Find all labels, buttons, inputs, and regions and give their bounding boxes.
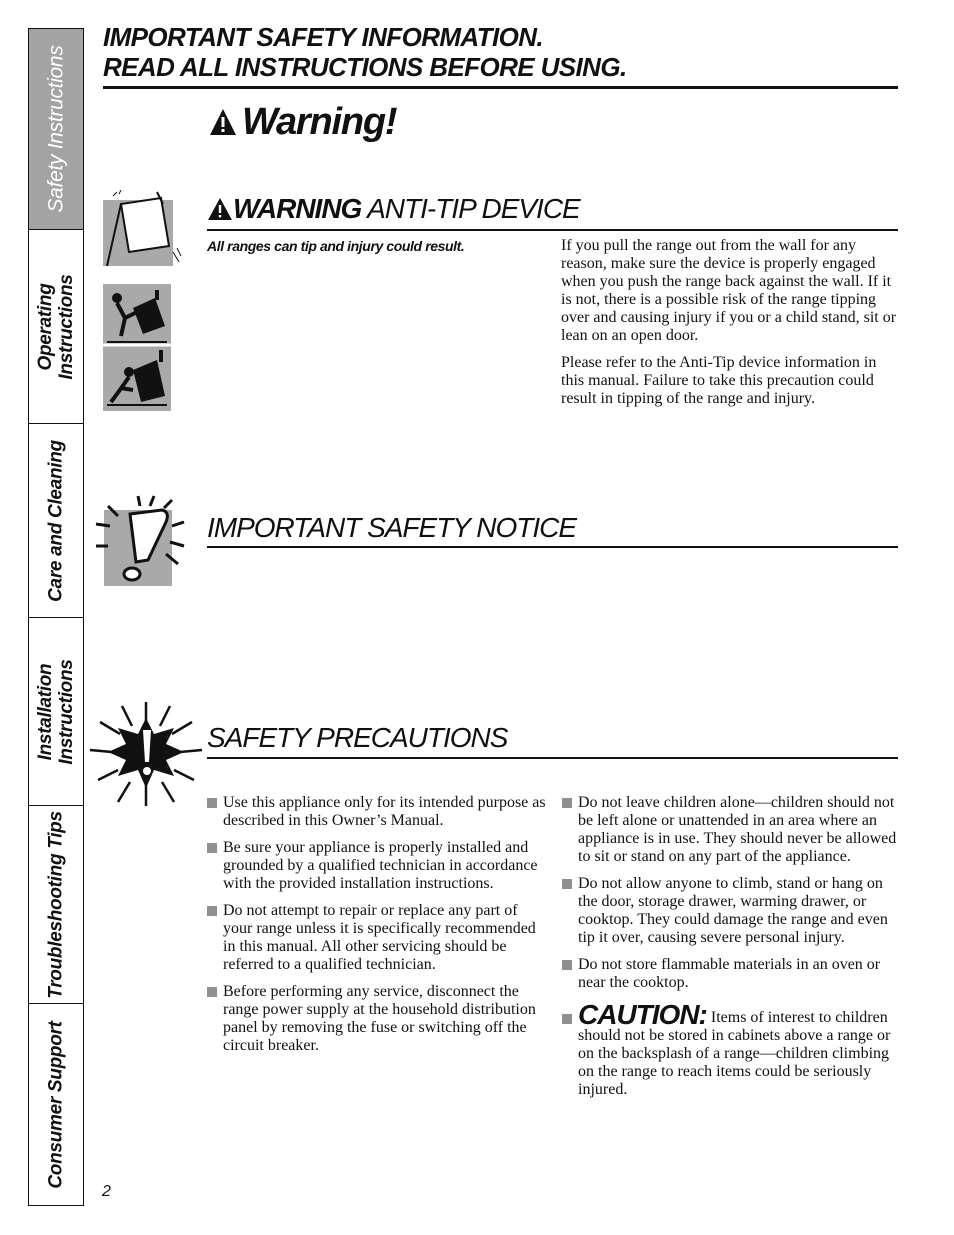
page-header (103, 22, 898, 82)
list-item: Use this appliance only for its intended purpose as described in this Owner’s Manual. (207, 794, 547, 830)
bullet-square-icon (207, 906, 217, 916)
list-item: Before performing any service, disconnect the range power supply at the household distribution panel by removing the fuse or switching off the circuit breaker. (207, 983, 547, 1055)
anti-tip-bracket-icon (103, 190, 183, 268)
big-warning-title: Warning! (242, 100, 397, 143)
caution-label: CAUTION: (578, 999, 707, 1030)
bullet-square-icon (562, 1014, 572, 1024)
big-warning (208, 100, 396, 144)
anti-tip-body (561, 237, 899, 417)
bullet-square-icon (207, 987, 217, 997)
tab-consumer-support[interactable] (29, 1004, 83, 1205)
tab-care-and-cleaning[interactable] (29, 424, 83, 618)
tab-troubleshooting-tips[interactable] (29, 806, 83, 1004)
tab-installation-instructions[interactable] (29, 618, 83, 806)
tab-consumer-support-label: Consumer Support (45, 1020, 67, 1189)
list-item: Do not store flammable materials in an oven or near the cooktop. (562, 956, 898, 992)
tab-safety-instructions[interactable] (29, 29, 83, 230)
bullet-square-icon (207, 843, 217, 853)
precautions-heading: SAFETY PRECAUTIONS (207, 722, 508, 753)
tab-operating-instructions-label: Operating Instructions (35, 273, 77, 380)
tab-troubleshooting-tips-label: Troubleshooting Tips (45, 810, 67, 999)
caution-text: Items of interest to children should not be stored in cabinets above a range or on the backsplash of a range—children climbing on the range to reach items could be seriously injured. (578, 1009, 891, 1098)
notice-heading: IMPORTANT SAFETY NOTICE (207, 512, 577, 543)
warning-triangle-icon (208, 107, 238, 137)
notice-rule (207, 546, 898, 548)
tab-installation-instructions-label: Installation Instructions (35, 658, 77, 765)
bullet-square-icon (562, 798, 572, 808)
precautions-right-list (562, 794, 898, 1108)
list-item: Do not attempt to repair or replace any part of your range unless it is specifically recommended in this manual. All other servicing should be referred to a qualified technician. (207, 902, 547, 974)
anti-tip-lead: All ranges can tip and injury could result. (207, 238, 465, 254)
precautions-rule (207, 757, 898, 759)
tab-care-and-cleaning-label: Care and Cleaning (45, 439, 67, 602)
header-rule (103, 86, 898, 89)
tab-safety-instructions-label: Safety Instructions (44, 45, 68, 213)
safety-burst-icon (88, 700, 204, 808)
page-number: 2 (102, 1183, 111, 1200)
anti-tip-heading (207, 193, 580, 225)
warning-triangle-icon (207, 197, 233, 221)
bullet-square-icon (207, 798, 217, 808)
caution-item (562, 999, 898, 1099)
anti-tip-para-2: Please refer to the Anti-Tip device information in this manual. Failure to take this precaution could result in tipping of the range and injury. (561, 354, 877, 407)
exclamation-burst-icon (92, 494, 188, 590)
precautions-left-list (207, 794, 547, 1064)
list-item: Do not leave children alone—children should not be left alone or unattended in an area where an appliance is in use. They should never be allowed to sit or stand on any part of the appliance. (562, 794, 898, 866)
tab-operating-instructions[interactable] (29, 230, 83, 424)
anti-tip-para-1: If you pull the range out from the wall for any reason, make sure the device is properly engaged when you push the range back against the wall. If it is not, there is a possible risk of the range tipping over and causing injury if you or a child stand, sit or lean on an open door. (561, 237, 897, 344)
bullet-square-icon (562, 960, 572, 970)
anti-tip-heading-warning: WARNING (233, 193, 362, 224)
header-line-2: READ ALL INSTRUCTIONS BEFORE USING. (103, 52, 627, 82)
header-line-1: IMPORTANT SAFETY INFORMATION. (103, 22, 543, 52)
bullet-square-icon (562, 879, 572, 889)
child-tipping-range-icon (103, 284, 171, 411)
list-item: Be sure your appliance is properly installed and grounded by a qualified technician in accordance with the provided installation instructions. (207, 839, 547, 893)
sidebar-tabs (28, 28, 84, 1206)
list-item: Do not allow anyone to climb, stand or hang on the door, storage drawer, warming drawer, or cooktop. They could damage the range and even tip it over, causing severe personal injury. (562, 875, 898, 947)
anti-tip-heading-title: ANTI-TIP DEVICE (367, 193, 580, 224)
anti-tip-rule (207, 229, 898, 231)
